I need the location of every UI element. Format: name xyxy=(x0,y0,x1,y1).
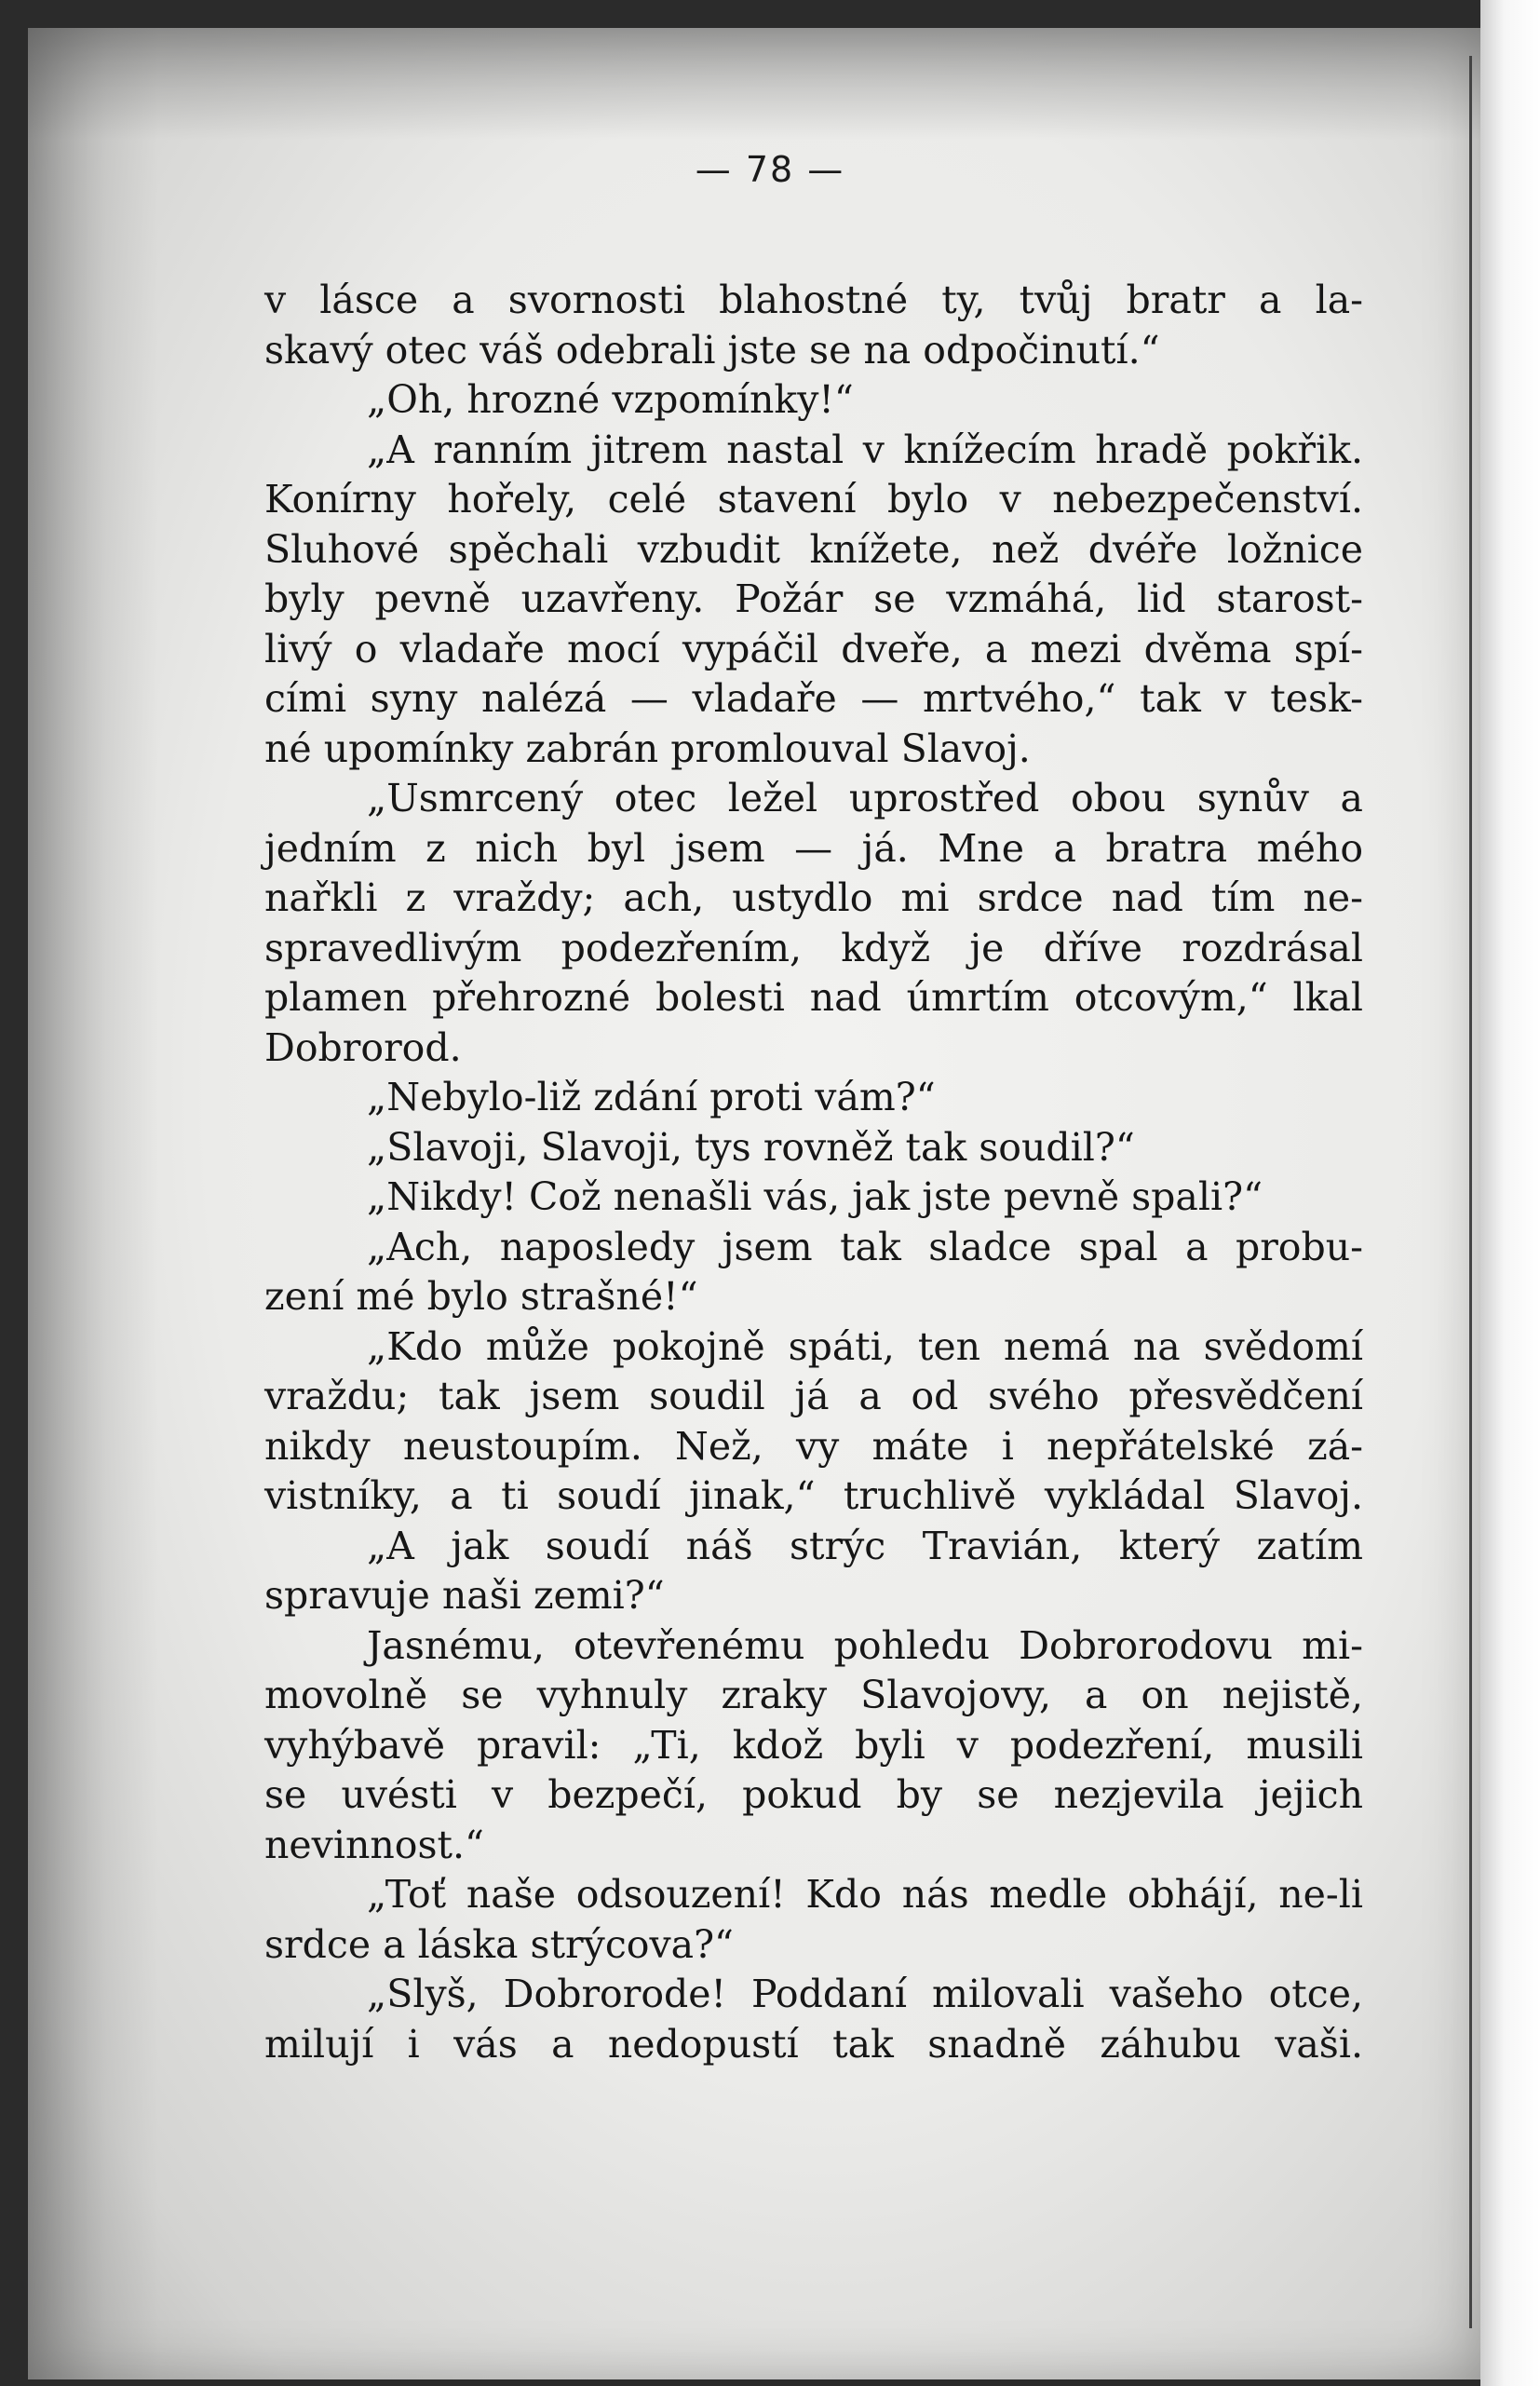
text-line: „Toť naše odsouzení! Kdo nás medle obhájí, ne-li xyxy=(367,1872,1363,1917)
text-line: „Ach, naposledy jsem tak sladce spal a probu- xyxy=(367,1224,1363,1269)
body-text xyxy=(264,276,1363,2069)
text-line: Sluhové spěchali vzbudit knížete, než dvéře ložnice xyxy=(264,526,1363,572)
text-line: Dobrorod. xyxy=(264,1024,462,1070)
text-line: „Nikdy! Což nenašli vás, jak jste pevně spali?“ xyxy=(367,1174,1263,1219)
text-line: vyhýbavě pravil: „Ti, kdož byli v podezření, musili xyxy=(264,1722,1363,1768)
text-line: „Slavoji, Slavoji, tys rovněž tak soudil?“ xyxy=(367,1124,1135,1170)
text-line: nikdy neustoupím. Než, vy máte i nepřátelské zá- xyxy=(264,1423,1363,1469)
text-line: „Nebylo-liž zdání proti vám?“ xyxy=(367,1075,936,1119)
text-line: v lásce a svornosti blahostné ty, tvůj bratr a la- xyxy=(264,278,1363,322)
text-line: vraždu; tak jsem soudil já a od svého přesvědčení xyxy=(264,1374,1363,1418)
text-line: Jasnému, otevřenému pohledu Dobrorodovu mi- xyxy=(367,1622,1363,1668)
text-line: nevinnost.“ xyxy=(264,1822,484,1867)
text-line: jedním z nich byl jsem — já. Mne a bratra mého xyxy=(264,825,1363,871)
text-line: byly pevně uzavřeny. Požár se vzmáhá, lid starost- xyxy=(264,576,1363,621)
text-line: movolně se vyhnuly zraky Slavojovy, a on nejistě, xyxy=(264,1673,1363,1717)
page-right-edge xyxy=(1480,0,1540,2386)
page-number: — 78 — xyxy=(695,149,845,190)
text-line: Konírny hořely, celé stavení bylo v nebezpečenství. xyxy=(264,477,1363,522)
text-line: zení mé bylo strašné!“ xyxy=(264,1274,698,1319)
text-line: skavý otec váš odebrali jste se na odpočinutí.“ xyxy=(264,327,1160,373)
text-line: livý o vladaře mocí vypáčil dveře, a mezi dvěma spí- xyxy=(264,626,1363,671)
text-line: „Usmrcený otec ležel uprostřed obou synův a xyxy=(367,776,1363,820)
text-line: se uvésti v bezpečí, pokud by se nezjevila jejich xyxy=(264,1772,1363,1817)
text-line: cími syny nalézá — vladaře — mrtvého,“ tak v tesk- xyxy=(264,676,1363,721)
text-line: „A jak soudí náš strýc Travián, který zatím xyxy=(367,1523,1363,1568)
text-line: „A ranním jitrem nastal v knížecím hradě pokřik. xyxy=(367,427,1363,472)
text-line: „Slyš, Dobrorode! Poddaní milovali vašeho otce, xyxy=(367,1972,1363,2016)
text-line: spravedlivým podezřením, když je dříve rozdrásal xyxy=(264,925,1363,970)
text-line: „Oh, hrozné vzpomínky!“ xyxy=(367,377,854,422)
text-line: vistníky, a ti soudí jinak,“ truchlivě vykládal Slavoj. xyxy=(264,1473,1363,1518)
text-line: srdce a láska strýcova?“ xyxy=(264,1921,735,1967)
text-line: né upomínky zabrán promlouval Slavoj. xyxy=(264,725,1031,771)
text-line: nařkli z vraždy; ach, ustydlo mi srdce nad tím ne- xyxy=(264,875,1363,920)
page-edge-line xyxy=(1469,56,1472,2328)
text-line: „Kdo může pokojně spáti, ten nemá na svědomí xyxy=(367,1323,1363,1369)
text-line: spravuje naši zemi?“ xyxy=(264,1573,665,1618)
text-line: milují i vás a nedopustí tak snadně záhubu vaši. xyxy=(264,2021,1363,2067)
text-line: plamen přehrozné bolesti nad úmrtím otcovým,“ lkal xyxy=(264,975,1363,1020)
